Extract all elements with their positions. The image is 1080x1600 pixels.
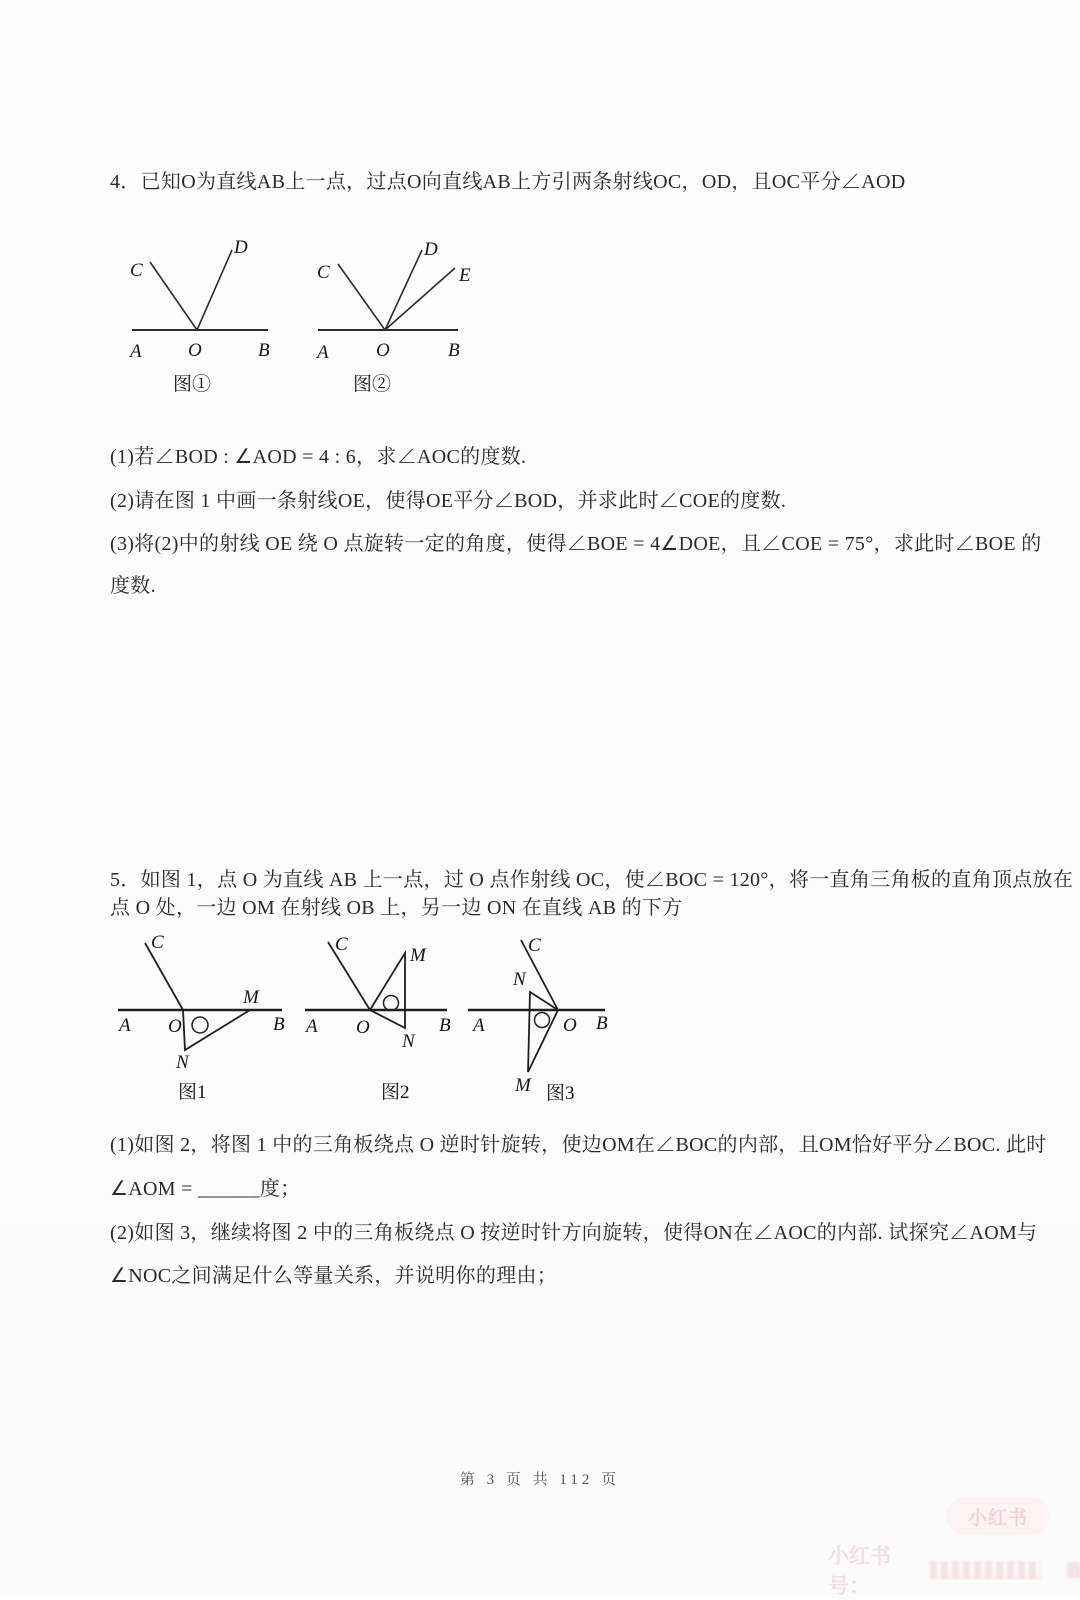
label-C: C [317,262,330,283]
problem5-stem-line1: 5．如图 1，点 O 为直线 AB 上一点，过 O 点作射线 OC，使∠BOC = 120°，将一直角三角板的直角顶点放在 [110,869,1074,891]
problem5-figures-svg [110,925,630,1107]
problem5-figure-1 [117,932,285,1103]
label-C: C [335,934,348,955]
label-C: C [130,260,143,281]
triangle-ONM [528,992,558,1072]
label-B: B [258,340,270,361]
problem5-part2-cont: ∠NOC之间满足什么等量关系，并说明你的理由； [110,1265,558,1287]
label-A: A [130,341,142,362]
ray-OC [145,943,183,1010]
masked-account-id [930,1561,1041,1579]
xiaohongshu-account-label: 小红书号： [828,1545,891,1598]
label-E: E [459,265,471,286]
figure2-caption: 图② [353,374,392,395]
label-N: N [176,1052,189,1073]
label-M: M [410,945,426,966]
problem4-part2: (2)请在图 1 中画一条射线OE，使得OE平分∠BOD，并求此时∠COE的度数. [110,490,787,512]
label-N: N [513,969,526,990]
label-B: B [439,1015,451,1036]
problem4-figures [110,226,490,401]
xiaohongshu-badge: 小红书 [946,1497,1050,1535]
problem4-figure-1 [128,237,270,395]
problem5-figure-3 [468,935,608,1104]
label-O: O [376,340,390,361]
angle-mark-circle [535,1013,550,1028]
problem4-figures-svg [110,226,490,401]
label-D: D [234,237,248,258]
triangle-OMN [370,953,405,1028]
problem4-part3-cont: 度数. [110,575,156,597]
ray-OE [385,268,455,330]
label-C: C [151,932,164,953]
ray-OC [150,262,197,330]
ray-OC [338,264,385,330]
angle-mark-circle [192,1017,208,1033]
problem4-part3: (3)将(2)中的射线 OE 绕 O 点旋转一定的角度，使得∠BOE = 4∠DOE，且∠COE = 75°，求此时∠BOE 的 [110,533,1042,555]
problem5-part1-blank: ∠AOM = ______度； [110,1178,301,1200]
label-O: O [356,1017,370,1038]
figure1-caption: 图1 [178,1082,207,1103]
problem5-part1: (1)如图 2，将图 1 中的三角板绕点 O 逆时针旋转，使边OM在∠BOC的内部，且OM恰好平分∠BOC. 此时 [110,1134,1047,1156]
problem4-part1: (1)若∠BOD : ∠AOD = 4 : 6，求∠AOC的度数. [110,446,527,468]
problem4-stem: 4．已知O为直线AB上一点，过点O向直线AB上方引两条射线OC，OD，且OC平分∠AOD [110,171,906,193]
label-D: D [424,239,438,260]
problem5-figure-2 [304,934,451,1103]
label-O: O [188,340,202,361]
label-B: B [273,1014,285,1035]
label-M: M [243,987,259,1008]
label-B: B [596,1013,608,1034]
xiaohongshu-account-line [828,1540,1080,1600]
page-indicator: 第 3 页 共 112 页 [459,1472,621,1488]
ray-OD [385,250,422,330]
label-N: N [402,1031,415,1052]
problem5-part2: (2)如图 3，继续将图 2 中的三角板绕点 O 按逆时针方向旋转，使得ON在∠AOC的内部. 试探究∠AOM与 [110,1222,1038,1244]
problem4-figure-2 [315,239,471,395]
label-A: A [317,342,329,363]
label-O: O [563,1015,577,1036]
figure3-caption: 图3 [546,1083,575,1104]
label-C: C [528,935,541,956]
label-M: M [515,1075,531,1096]
label-A: A [473,1015,485,1036]
label-O: O [168,1016,182,1037]
label-A: A [306,1016,318,1037]
figure2-caption: 图2 [381,1082,410,1103]
label-B: B [448,340,460,361]
masked-account-id-tail [1067,1562,1080,1578]
figure1-caption: 图① [173,374,212,395]
ray-OD [197,250,232,330]
problem5-stem-line2: 点 O 处，一边 OM 在射线 OB 上，另一边 ON 在直线 AB 的下方 [110,897,683,919]
angle-mark-circle [384,996,399,1011]
problem5-figures [110,925,630,1107]
label-A: A [119,1015,131,1036]
